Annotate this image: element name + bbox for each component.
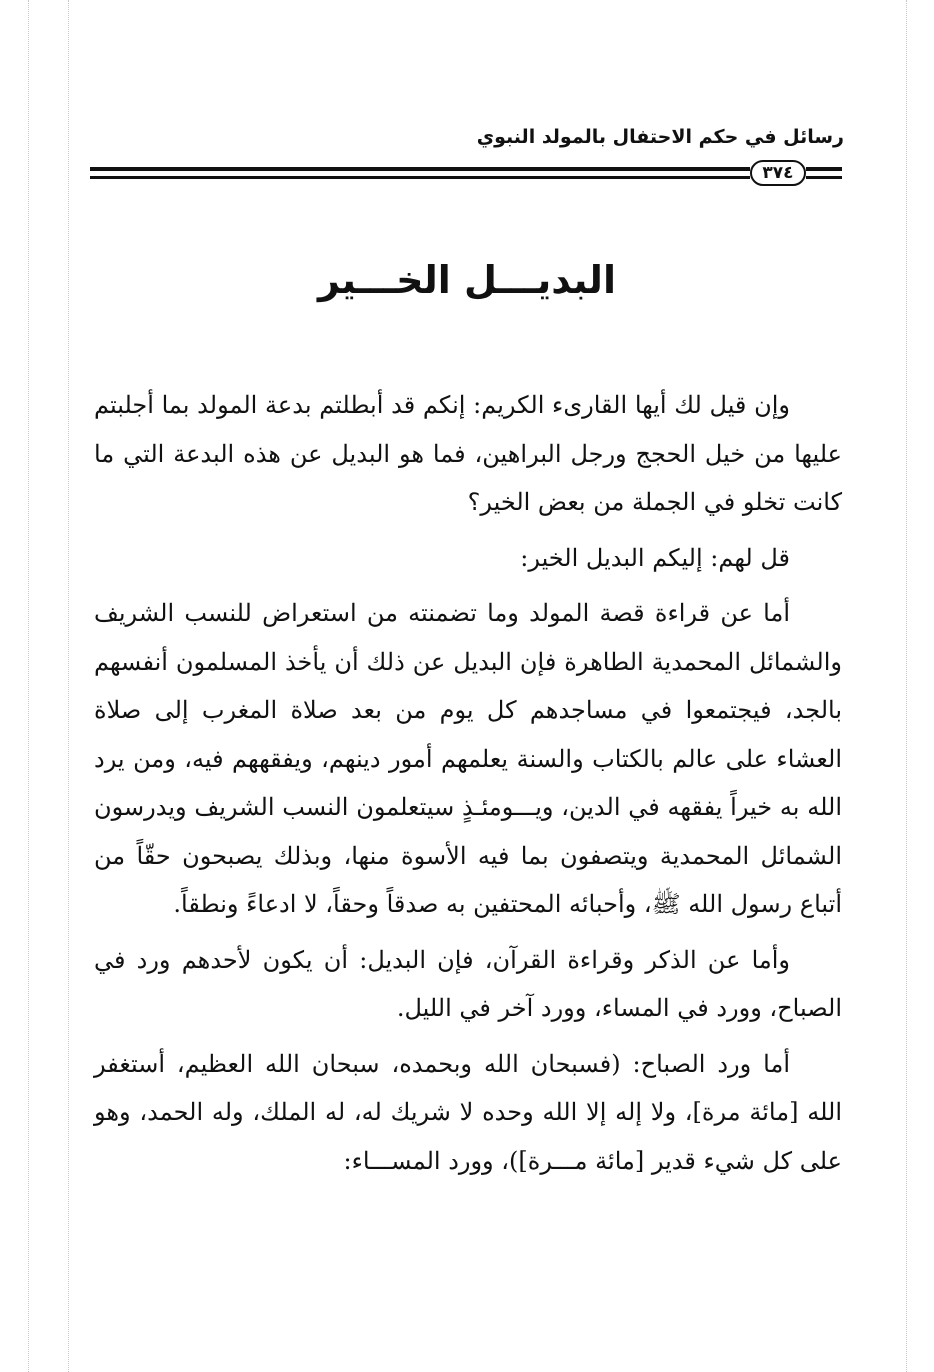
margin-guide-inner — [68, 0, 69, 1372]
header-rule — [806, 176, 842, 179]
header-rule — [806, 167, 842, 171]
section-title: البديـــل الخـــير — [318, 258, 616, 302]
paragraph: أما ورد الصباح: (فسبحان الله وبحمده، سبحان الله العظيم، أستغفر الله [مائة مرة]، ولا إله إلا الله وحده لا شريك له، له الملك، وله الحمد، وهو على كل شيء قدير [مائة مـــرة])، وورد المســـاء: — [94, 1049, 842, 1175]
paragraph: أما عن قراءة قصة المولد وما تضمنته من استعراض للنسب الشريف والشمائل المحمدية الطاهرة فإن البديل عن ذلك أن يأخذ المسلمون أنفسهم بالجد، فيجتمعوا في مساجدهم كل يوم من بعد صلاة المغرب إلى صلاة العشاء على عالم بالكتاب والسنة يعلمهم أمور دينهم، ويفقههم فيه، ومن يرد الله به خيراً يفقهه في الدين، ويـــومئـذٍ سيتعلمون النسب الشريف ويدرسون الشمائل المحمدية ويتصفون بما فيه الأسوة منها، وبذلك يصبحون حقّاً من أتباع رسول الله ﷺ، وأحبائه المحتفين به صدقاً وحقاً، لا ادعاءً ونطقاً. — [94, 599, 842, 918]
paragraph: قل لهم: إليكم البديل الخير: — [520, 543, 790, 572]
page-number: ٣٧٤ — [750, 160, 806, 186]
paragraph: وأما عن الذكر وقراءة القرآن، فإن البديل: أن يكون لأحدهم ورد في الصباح، وورد في المساء، وورد آخر في الليل. — [94, 945, 842, 1022]
body-text — [94, 381, 842, 1185]
running-header: رسائل في حكم الاحتفال بالمولد النبوي — [476, 126, 844, 148]
paragraph: وإن قيل لك أيها القارىء الكريم: إنكم قد أبطلتم بدعة المولد بما أجلبتم عليها من خيل الحجج ورجل البراهين، فما هو البديل عن هذه البدعة التي ما كانت تخلو في الجملة من بعض الخير؟ — [94, 391, 842, 516]
margin-guide-right — [906, 0, 907, 1372]
header-rule — [90, 167, 750, 171]
margin-guide-left — [28, 0, 29, 1372]
header-rule — [90, 176, 750, 179]
